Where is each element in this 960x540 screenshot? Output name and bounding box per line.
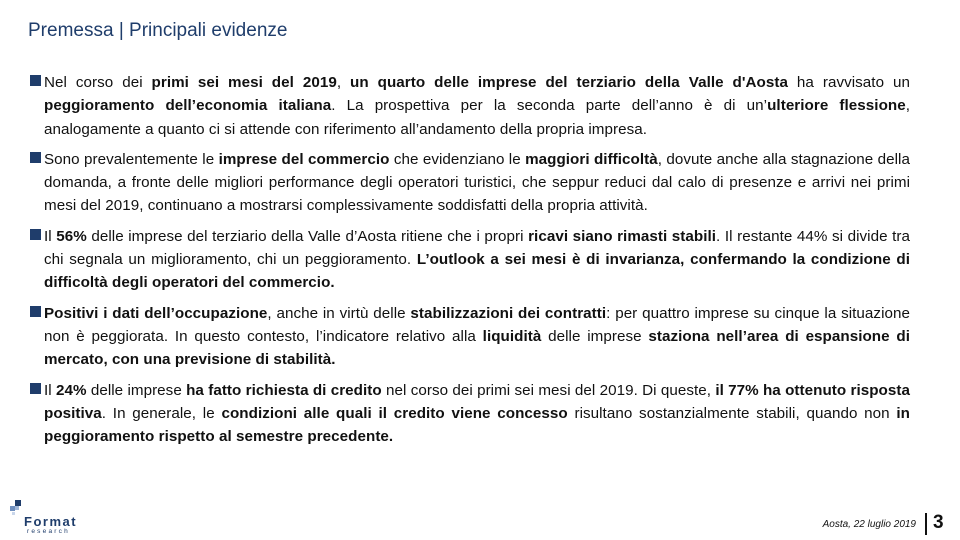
title-part2: Principali evidenze	[129, 20, 288, 41]
bullet-text-bold: ulteriore flessione	[767, 97, 906, 115]
bullet-text-segment: , analogamente a quanto ci si attende con riferimento all’andamento della propria impresa.	[44, 97, 910, 138]
bullet-text-bold: primi sei mesi del 2019	[151, 74, 337, 91]
bullet-text-bold: L’outlook a sei mesi è di invarianza, confermando la condizione di difficoltà degli operatori del commercio.	[44, 251, 910, 292]
bullet-text-bold: Positivi i dati dell’occupazione	[44, 304, 268, 322]
bullet-text-bold: liquidità	[482, 327, 542, 345]
bullet-text-bold: ricavi siano rimasti stabili	[528, 227, 717, 245]
bullet-text-segment: ha ravvisato un	[787, 74, 910, 91]
bullet-text-segment: Il	[44, 227, 57, 245]
bullet-text-segment: . In generale, le	[101, 404, 222, 422]
bullet-text-segment: delle imprese	[86, 381, 187, 399]
bullet-text-segment: ,	[336, 74, 351, 91]
square-bullet-icon	[30, 383, 41, 394]
bullet-text-segment: , dovute anche alla stagnazione della domanda, a fronte delle migliori performance degli operatori turistici, che seppur reduci dal calo di presenze e arrivi nei primi mesi del 2019, continuano a mostrarsi complessivamente soddisfatti della propria attività.	[44, 150, 910, 215]
page-title	[28, 19, 287, 43]
bullet-text-bold: il 77% ha ottenuto risposta positiva	[44, 381, 910, 422]
square-bullet-icon	[30, 229, 41, 240]
square-bullet-icon	[30, 152, 41, 163]
bullet-item	[30, 379, 910, 449]
bullet-text-segment: Sono prevalentemente le	[44, 150, 219, 168]
bullet-item	[30, 71, 910, 141]
bullet-text-bold: maggiori difficoltà	[525, 150, 658, 168]
square-bullet-icon	[30, 75, 41, 86]
footer-date: Aosta, 22 luglio 2019	[822, 519, 916, 530]
bullet-text	[44, 148, 910, 218]
bullet-text-segment: Il	[44, 381, 56, 399]
square-bullet-icon	[30, 306, 41, 317]
bullet-text-bold: staziona nell’area di espansione di mercato, con una previsione di stabilità.	[44, 327, 910, 369]
bullet-text-segment: risultano sostanzialmente stabili, quando non	[567, 404, 897, 422]
bullet-text-bold: ha fatto richiesta di credito	[186, 381, 382, 399]
bullet-text-bold: 24%	[55, 381, 87, 399]
bullet-text-bold: stabilizzazioni dei contratti	[410, 304, 607, 322]
footer-divider	[925, 513, 927, 535]
page-number: 3	[933, 512, 944, 533]
bullet-text-segment: nel corso dei primi sei mesi del 2019. Di queste,	[381, 381, 716, 399]
bullet-text	[44, 379, 910, 449]
bullet-text-segment: . La prospettiva per la seconda parte dell’anno è di un’	[331, 97, 768, 115]
logo-word: Format	[24, 514, 78, 529]
bullet-text-segment: delle imprese del terziario della Valle d’Aosta ritiene che i propri	[86, 227, 529, 245]
bullet-item	[30, 225, 910, 295]
bullet-text-bold: peggioramento dell’economia italiana	[44, 97, 332, 115]
logo-mark-icon	[10, 500, 24, 522]
title-part1: Premessa	[28, 20, 114, 41]
bullet-text-segment: Nel corso dei	[44, 74, 152, 91]
title-separator: |	[118, 20, 124, 41]
bullet-text-bold: un quarto delle imprese del terziario della Valle d'Aosta	[350, 74, 788, 91]
bullet-text	[44, 71, 910, 141]
bullet-text-segment: delle imprese	[541, 327, 649, 345]
bullet-text	[44, 302, 910, 372]
bullet-text-segment: . Il restante 44% si divide tra chi segnala un miglioramento, chi un peggioramento.	[44, 227, 911, 269]
bullet-text	[44, 225, 910, 295]
bullet-text-bold: 56%	[56, 227, 87, 245]
bullet-list	[30, 71, 910, 455]
bullet-item	[30, 148, 910, 218]
bullet-item	[30, 302, 910, 372]
bullet-text-bold: condizioni alle quali il credito viene concesso	[221, 404, 568, 422]
bullet-text-bold: in peggioramento rispetto al semestre precedente.	[44, 404, 910, 446]
format-research-logo	[10, 500, 92, 536]
logo-subtitle: research	[27, 528, 70, 535]
bullet-text-segment: che evidenziano le	[389, 150, 526, 168]
bullet-text-segment: , anche in virtù delle	[267, 304, 411, 322]
bullet-text-bold: imprese del commercio	[218, 150, 390, 168]
bullet-text-segment: : per quattro imprese su cinque la situazione non è peggiorata. In questo contesto, l’indicatore relativo alla	[44, 304, 910, 345]
